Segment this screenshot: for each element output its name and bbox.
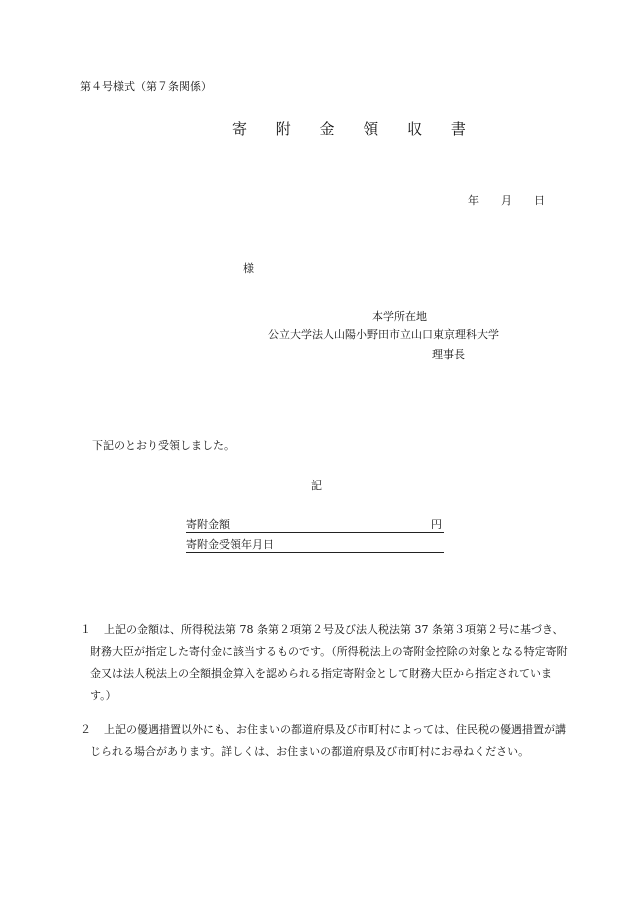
note-2 bbox=[80, 719, 570, 763]
received-date-label: 寄附金受領年月日 bbox=[186, 538, 274, 551]
issuer-title: 理事長 bbox=[432, 348, 465, 361]
note-number: １ bbox=[80, 623, 91, 636]
note-number: ２ bbox=[80, 723, 91, 736]
note-text: 上記の優遇措置以外にも、お住まいの都道府県及び市町村によっては、住民税の優遇措置が講じられる場合があります。詳しくは、お住まいの都道府県及び市町村にお尋ねください。 bbox=[90, 723, 566, 758]
received-statement: 下記のとおり受領しました。 bbox=[92, 439, 235, 452]
amount-label: 寄附金額 bbox=[186, 518, 230, 531]
recipient-honorific: 様 bbox=[243, 262, 254, 275]
received-date-field bbox=[186, 536, 444, 553]
amount-unit: 円 bbox=[431, 518, 442, 531]
note-1 bbox=[80, 619, 570, 707]
date-line bbox=[468, 192, 545, 208]
form-number: 第４号様式（第７条関係） bbox=[80, 80, 212, 93]
year-label: 年 bbox=[468, 194, 479, 207]
issuer-address-label: 本学所在地 bbox=[372, 310, 427, 323]
note-text: 上記の金額は、所得税法第 78 条第２項第２号及び法人税法第 37 条第３項第２号に基づき、財務大臣が指定した寄付金に該当するものです。（所得税法上の寄附金控除の対象となる特定寄附金又は法人税法上の全額損金算入を認められる指定寄附金として財務大臣から指定されています。） bbox=[90, 623, 568, 702]
day-label: 日 bbox=[534, 194, 545, 207]
document-title: 寄 附 金 領 収 書 bbox=[232, 120, 478, 138]
amount-field bbox=[186, 516, 444, 533]
ki-heading: 記 bbox=[311, 479, 322, 492]
issuer-organization: 公立大学法人山陽小野田市立山口東京理科大学 bbox=[268, 328, 499, 341]
month-label: 月 bbox=[501, 194, 512, 207]
